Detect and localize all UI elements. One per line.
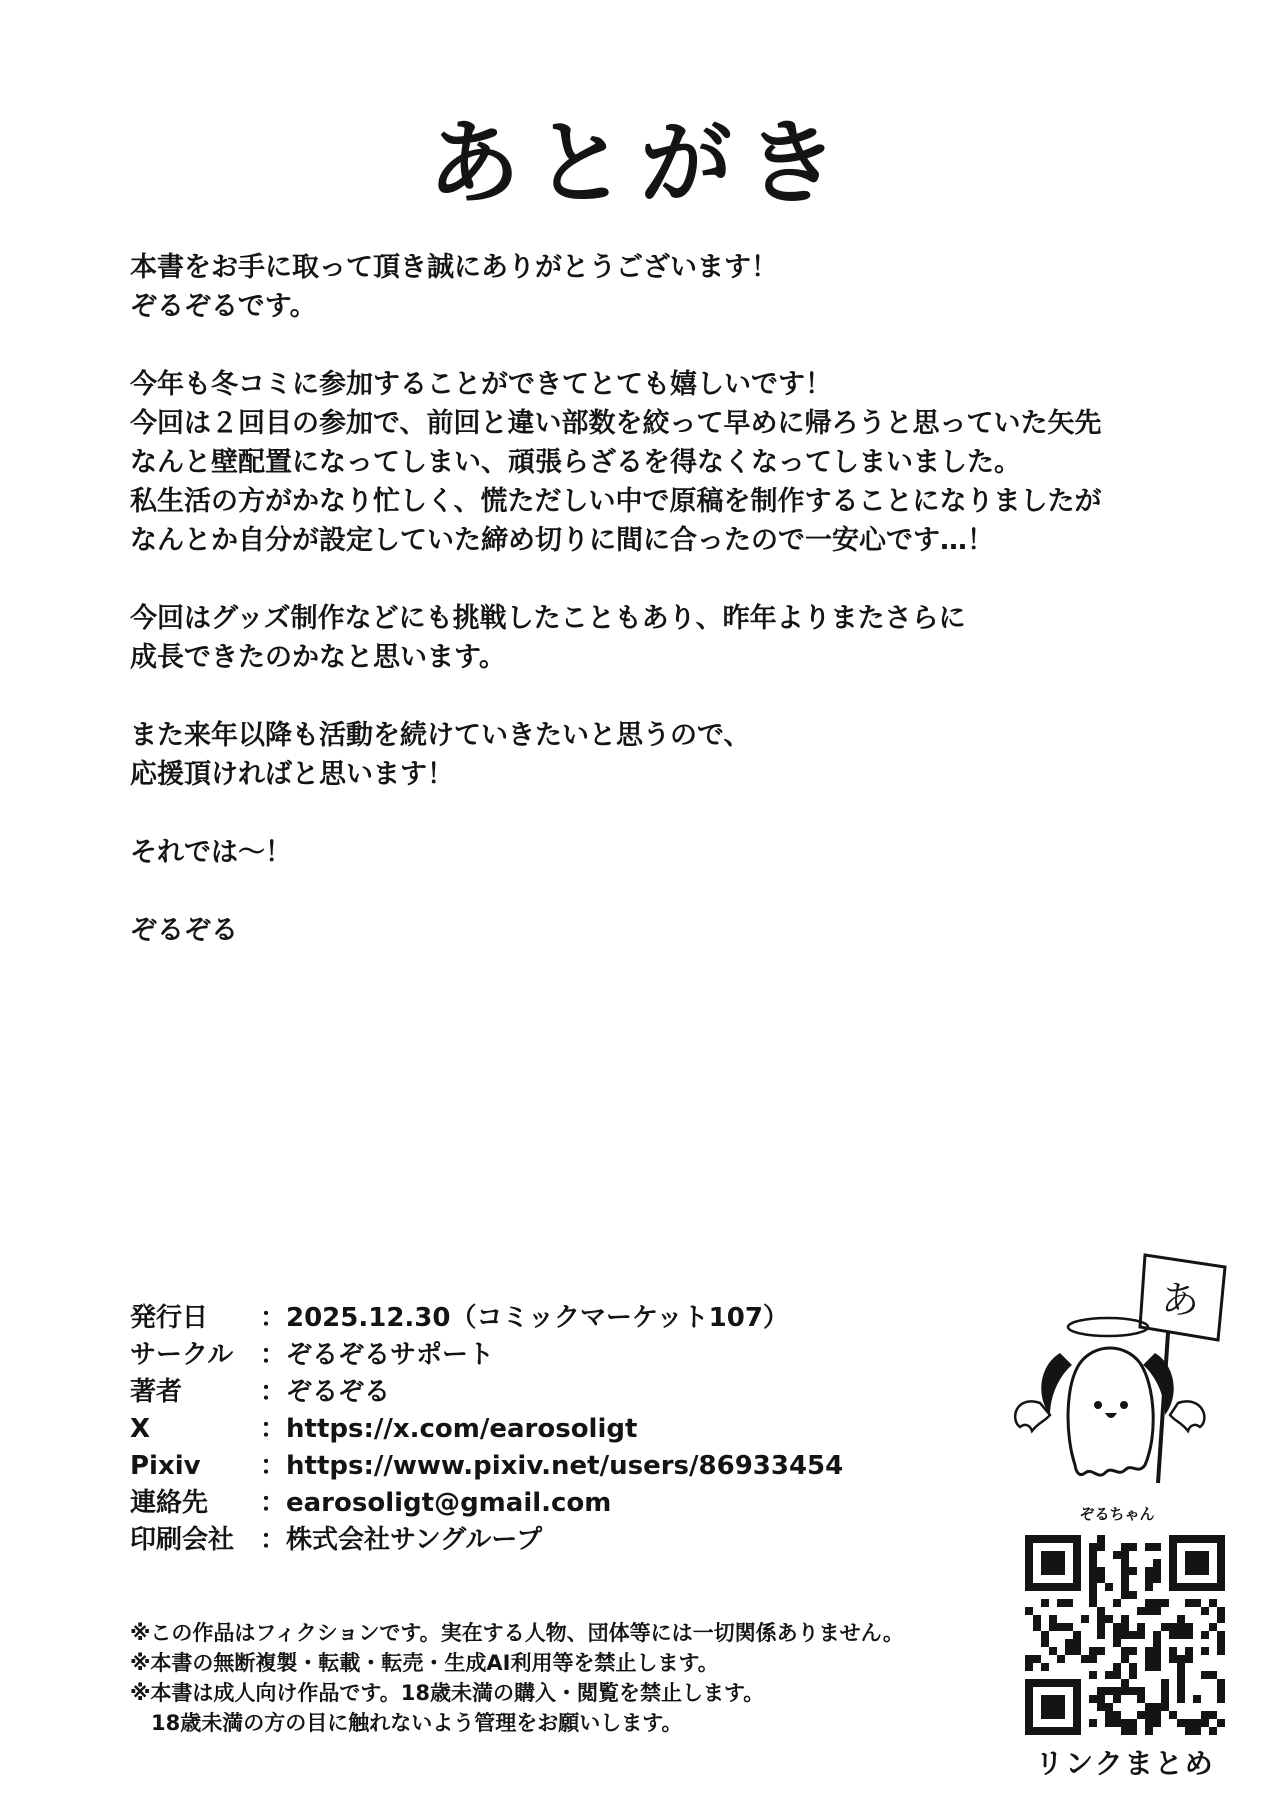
note-line: 18歳未満の方の目に触れないよう管理をお願いします。 — [130, 1711, 683, 1735]
text-line: なんと壁配置になってしまい、頑張らざるを得なくなってしまいました。 — [130, 447, 1021, 478]
text-line: 今回は２回目の参加で、前回と違い部数を絞って早めに帰ろうと思っていた矢先 — [130, 408, 1102, 439]
text-line: 成長できたのかなと思います。 — [130, 642, 506, 673]
note-line: ※本書は成人向け作品です。18歳未満の購入・閲覧を禁止します。 — [130, 1681, 765, 1705]
text-line: 今回はグッズ制作などにも挑戦したこともあり、昨年よりまたさらに — [130, 603, 966, 634]
colophon-value: ぞるぞるサポート — [286, 1340, 495, 1370]
ghost-mascot-icon — [1010, 1245, 1240, 1495]
pixiv-link: https://www.pixiv.net/users/86933454 — [286, 1451, 844, 1481]
text-line: また来年以降も活動を続けていきたいと思うので、 — [130, 720, 751, 751]
colophon-value: ぞるぞる — [286, 1377, 391, 1407]
colophon-colon: ： — [260, 1488, 287, 1518]
colophon-label: サークル — [130, 1340, 234, 1370]
colophon-row-circle — [130, 1337, 890, 1374]
signature — [130, 911, 1170, 950]
colophon-value: 2025.12.30（コミックマーケット107） — [286, 1303, 789, 1333]
x-link: https://x.com/earosoligt — [286, 1414, 638, 1444]
colophon-colon: ： — [260, 1451, 287, 1481]
page-title: あとがき — [427, 109, 852, 217]
colophon-colon: ： — [260, 1340, 287, 1370]
colophon-label: 連絡先 — [130, 1488, 209, 1518]
colophon-row-x — [130, 1411, 890, 1448]
colophon-colon: ： — [260, 1377, 287, 1407]
text-line: ぞるぞるです。 — [130, 291, 317, 322]
colophon-label: X — [130, 1414, 151, 1444]
note-line: ※本書の無断複製・転載・転売・生成AI利用等を禁止します。 — [130, 1651, 719, 1675]
colophon-label: 印刷会社 — [130, 1525, 235, 1555]
paragraph — [130, 833, 1170, 872]
text-line: 今年も冬コミに参加することができてとても嬉しいです！ — [130, 369, 832, 400]
colophon-colon: ： — [260, 1525, 287, 1555]
text-line: それでは～！ — [130, 837, 292, 868]
paragraph — [130, 599, 1170, 677]
sign-text: あ — [1160, 1278, 1200, 1322]
paragraph — [130, 365, 1170, 560]
text-line: 私生活の方がかなり忙しく、慌ただしい中で原稿を制作することになりましたが — [130, 486, 1102, 517]
text-line: 応援頂ければと思います！ — [130, 759, 454, 790]
colophon-row-contact — [130, 1485, 890, 1522]
colophon-label: 著者 — [130, 1377, 183, 1407]
colophon-colon: ： — [260, 1303, 287, 1333]
qr-caption: リンクまとめ — [1035, 1747, 1215, 1780]
colophon — [130, 1300, 890, 1559]
legal-notes — [130, 1618, 1010, 1738]
colophon-row-date — [130, 1300, 890, 1337]
mascot-caption: ぞるちゃん — [1079, 1505, 1155, 1523]
paragraph — [130, 248, 1170, 326]
text-line: ぞるぞる — [130, 915, 238, 946]
qr-code-icon — [1025, 1535, 1225, 1735]
colophon-row-pixiv — [130, 1448, 890, 1485]
colophon-row-author — [130, 1374, 890, 1411]
note-line: ※この作品はフィクションです。実在する人物、団体等には一切関係ありません。 — [130, 1621, 904, 1645]
colophon-row-printer — [130, 1522, 890, 1559]
text-line: なんとか自分が設定していた締め切りに間に合ったので一安心です…！ — [130, 525, 994, 556]
colophon-label: 発行日 — [130, 1303, 209, 1333]
colophon-colon: ： — [260, 1414, 287, 1444]
colophon-label: Pixiv — [130, 1451, 201, 1481]
paragraph — [130, 716, 1170, 794]
colophon-value: 株式会社サングループ — [286, 1525, 543, 1555]
contact-email: earosoligt@gmail.com — [286, 1488, 612, 1518]
text-line: 本書をお手に取って頂き誠にありがとうございます！ — [130, 252, 778, 283]
afterword-body — [130, 248, 1170, 989]
